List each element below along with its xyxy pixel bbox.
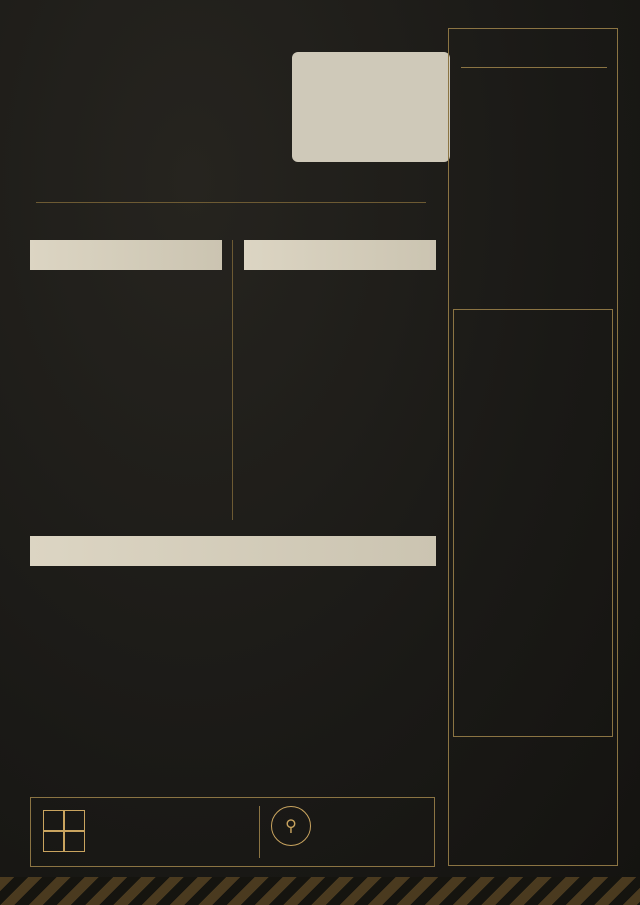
brand-header (36, 30, 426, 200)
brand-number-badge (292, 52, 450, 162)
tap-icon: ⚲ (271, 806, 311, 846)
pitchers-header (30, 536, 436, 566)
divider (36, 202, 426, 203)
divider (259, 806, 260, 858)
shooters-header (244, 240, 436, 270)
tasting-box (453, 309, 613, 737)
custom-box (30, 797, 435, 867)
column-divider (232, 240, 233, 520)
divider (461, 67, 607, 68)
hazard-stripes (0, 877, 640, 905)
shots-header (30, 240, 222, 270)
crate-icon (43, 810, 85, 852)
side-panel (448, 28, 618, 866)
